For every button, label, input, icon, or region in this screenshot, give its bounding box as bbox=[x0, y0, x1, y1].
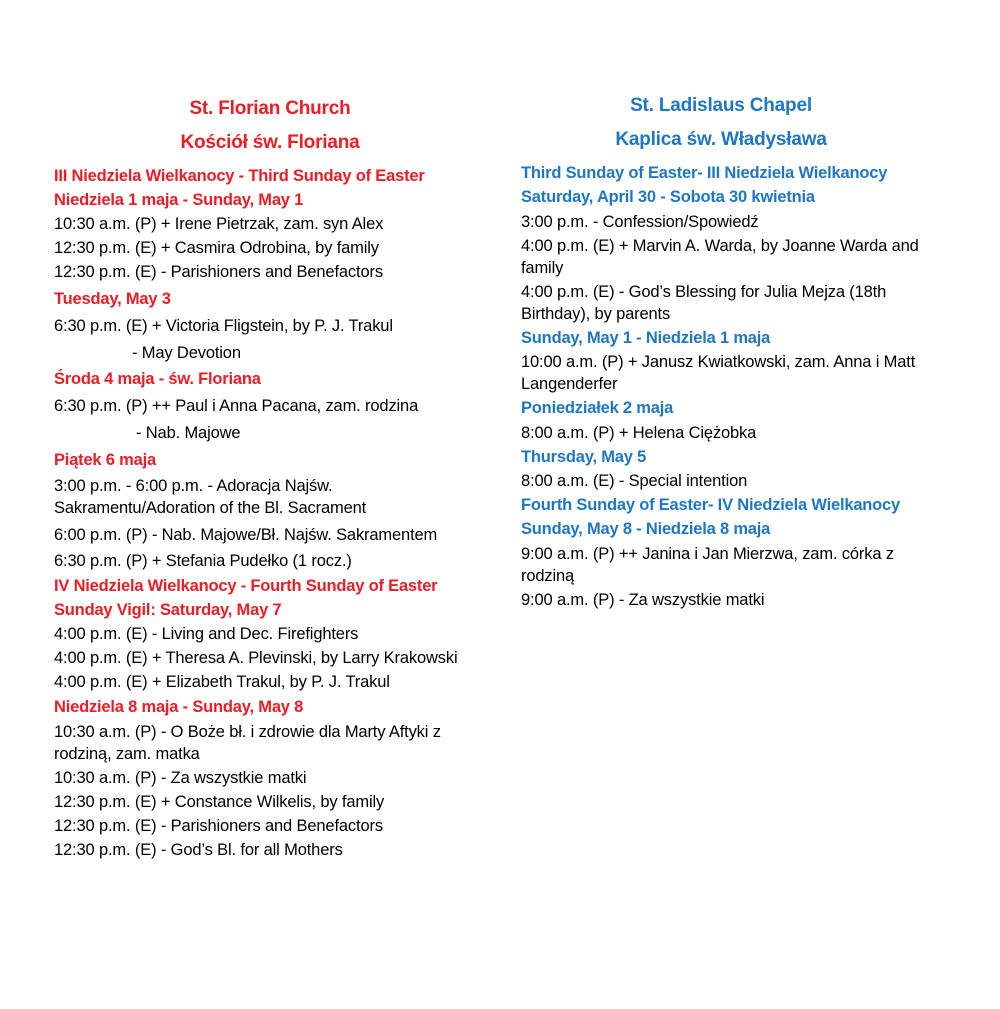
schedule-entry: rodziną, zam. matka bbox=[54, 745, 200, 763]
schedule-subheading: Niedziela 1 maja - Sunday, May 1 bbox=[54, 191, 304, 209]
florian-title-polish: Kościół św. Floriana bbox=[180, 132, 360, 153]
schedule-entry: 8:00 a.m. (P) + Helena Ciężobka bbox=[521, 424, 757, 442]
schedule-entry: 6:30 p.m. (P) + Stefania Pudełko (1 rocz.) bbox=[54, 552, 352, 570]
schedule-entry: family bbox=[521, 259, 564, 277]
schedule-subheading: Fourth Sunday of Easter- IV Niedziela Wielkanocy bbox=[521, 496, 901, 514]
schedule-entry: Birthday), by parents bbox=[521, 305, 671, 323]
schedule-subheading: Środa 4 maja - św. Floriana bbox=[54, 370, 261, 388]
schedule-entry: 3:00 p.m. - Confession/Spowiedź bbox=[521, 213, 759, 231]
schedule-subheading: Piątek 6 maja bbox=[54, 451, 156, 469]
schedule-entry: 12:30 p.m. (E) + Constance Wilkelis, by family bbox=[54, 793, 385, 811]
schedule-subheading: Saturday, April 30 - Sobota 30 kwietnia bbox=[521, 188, 815, 206]
schedule-entry: 10:30 a.m. (P) + Irene Pietrzak, zam. syn Alex bbox=[54, 215, 384, 233]
schedule-entry: - May Devotion bbox=[132, 344, 241, 362]
schedule-subheading: Sunday Vigil: Saturday, May 7 bbox=[54, 601, 282, 619]
schedule-entry: 10:30 a.m. (P) - Za wszystkie matki bbox=[54, 769, 307, 787]
schedule-entry: 12:30 p.m. (E) + Casmira Odrobina, by family bbox=[54, 239, 379, 257]
schedule-subheading: IV Niedziela Wielkanocy - Fourth Sunday of Easter bbox=[54, 577, 438, 595]
schedule-entry: 9:00 a.m. (P) ++ Janina i Jan Mierzwa, zam. córka z bbox=[521, 545, 894, 563]
schedule-entry: Sakramentu/Adoration of the Bl. Sacrament bbox=[54, 499, 367, 517]
schedule-entry: 12:30 p.m. (E) - Parishioners and Benefactors bbox=[54, 263, 383, 281]
schedule-entry: Langenderfer bbox=[521, 375, 618, 393]
schedule-subheading: Sunday, May 1 - Niedziela 1 maja bbox=[521, 329, 771, 347]
schedule-entry: 3:00 p.m. - 6:00 p.m. - Adoracja Najśw. bbox=[54, 477, 333, 495]
schedule-entry: - Nab. Majowe bbox=[136, 424, 241, 442]
schedule-entry: 10:30 a.m. (P) - O Boże bł. i zdrowie dla Marty Aftyki z bbox=[54, 723, 441, 741]
schedule-entry: 4:00 p.m. (E) - Living and Dec. Firefighters bbox=[54, 625, 359, 643]
schedule-entry: 6:00 p.m. (P) - Nab. Majowe/Bł. Najśw. Sakramentem bbox=[54, 526, 438, 544]
schedule-subheading: Poniedziałek 2 maja bbox=[521, 399, 674, 417]
schedule-entry: rodziną bbox=[521, 567, 575, 585]
schedule-entry: 12:30 p.m. (E) - Parishioners and Benefactors bbox=[54, 817, 383, 835]
schedule-subheading: Third Sunday of Easter- III Niedziela Wielkanocy bbox=[521, 164, 888, 182]
schedule-subheading: Sunday, May 8 - Niedziela 8 maja bbox=[521, 520, 771, 538]
ladislaus-title-polish: Kaplica św. Władysława bbox=[615, 129, 827, 150]
schedule-entry: 9:00 a.m. (P) - Za wszystkie matki bbox=[521, 591, 765, 609]
schedule-subheading: Tuesday, May 3 bbox=[54, 290, 171, 308]
schedule-entry: 6:30 p.m. (E) + Victoria Fligstein, by P. J. Trakul bbox=[54, 317, 393, 335]
florian-title: St. Florian Church bbox=[189, 98, 351, 119]
schedule-entry: 4:00 p.m. (E) + Elizabeth Trakul, by P. J. Trakul bbox=[54, 673, 390, 691]
schedule-subheading: Thursday, May 5 bbox=[521, 448, 647, 466]
schedule-entry: 10:00 a.m. (P) + Janusz Kwiatkowski, zam. Anna i Matt bbox=[521, 353, 916, 371]
schedule-entry: 6:30 p.m. (P) ++ Paul i Anna Pacana, zam. rodzina bbox=[54, 397, 419, 415]
schedule-entry: 4:00 p.m. (E) - God’s Blessing for Julia Mejza (18th bbox=[521, 283, 887, 301]
schedule-subheading: Niedziela 8 maja - Sunday, May 8 bbox=[54, 698, 304, 716]
schedule-entry: 12:30 p.m. (E) - God’s Bl. for all Mothers bbox=[54, 841, 343, 859]
ladislaus-title: St. Ladislaus Chapel bbox=[630, 95, 812, 116]
schedule-subheading: III Niedziela Wielkanocy - Third Sunday of Easter bbox=[54, 167, 425, 185]
schedule-entry: 4:00 p.m. (E) + Theresa A. Plevinski, by Larry Krakowski bbox=[54, 649, 458, 667]
schedule-entry: 4:00 p.m. (E) + Marvin A. Warda, by Joanne Warda and bbox=[521, 237, 919, 255]
schedule-entry: 8:00 a.m. (E) - Special intention bbox=[521, 472, 748, 490]
